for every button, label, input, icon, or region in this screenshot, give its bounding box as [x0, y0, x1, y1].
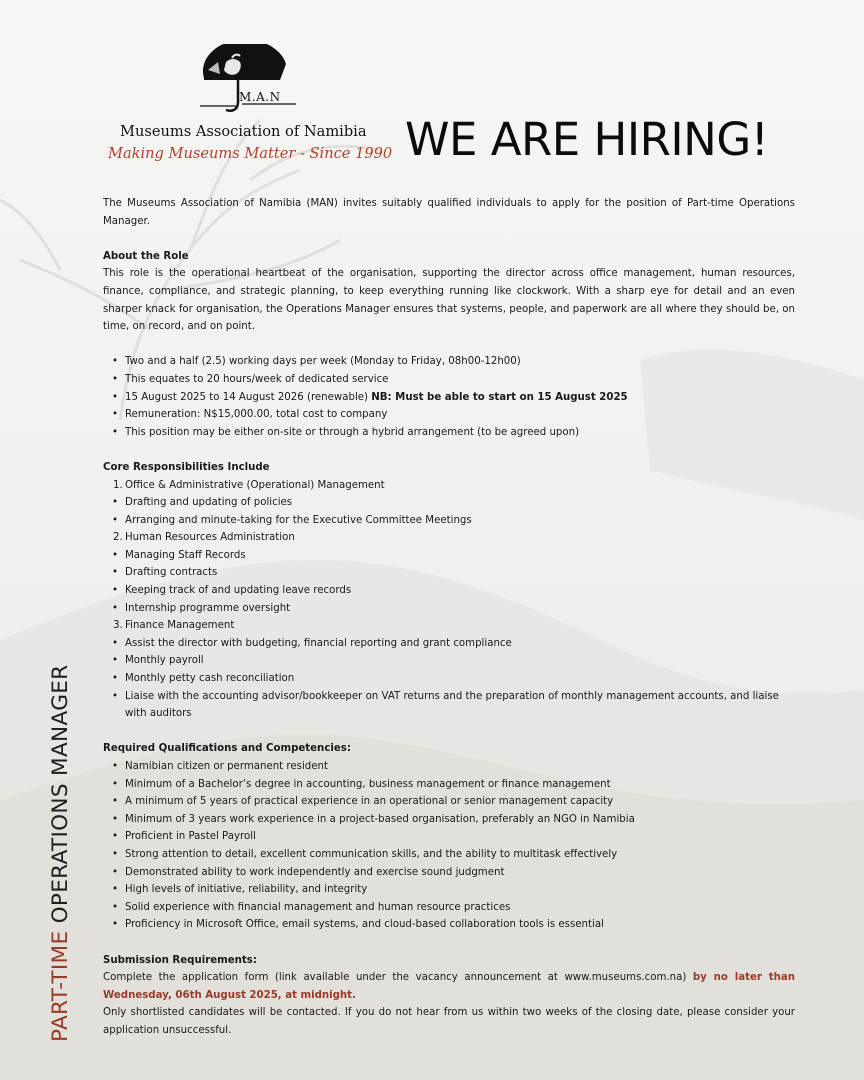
list-item: • Proficiency in Microsoft Office, email systems, and cloud-based collaboration tools is essential: [103, 916, 795, 934]
job-description: [103, 195, 795, 1040]
submission-paragraph: [103, 969, 795, 1004]
list-item: • This equates to 20 hours/week of dedicated service: [103, 371, 795, 389]
list-item: [103, 389, 795, 407]
list-item: • Two and a half (2.5) working days per week (Monday to Friday, 08h00-12h00): [103, 353, 795, 371]
logo-abbreviation: M.A.N: [239, 90, 281, 104]
list-item: • Monthly payroll: [103, 652, 795, 670]
submission-deadline: by no later than Wednesday, 06th August 2025, at midnight.: [103, 972, 796, 1001]
about-paragraph: This role is the operational heartbeat of the organisation, supporting the director across office management, human resources, finance, compliance, and strategic planning, to keep everything running like clockwork. With a sharp eye for detail and an even sharper knack for organisation, the Operations Manager ensures that systems, people, and paperwork are all where they should be, on time, on record, and on point.: [103, 268, 795, 333]
contract-period: 15 August 2025 to 14 August 2026 (renewable): [125, 391, 372, 403]
job-title-part2: OPERATIONS MANAGER: [48, 664, 73, 924]
intro-paragraph: The Museums Association of Namibia (MAN) invites suitably qualified individuals to apply for the position of Part-time Operations Manager.: [103, 198, 795, 227]
section-hr-administration: [103, 529, 795, 547]
organisation-name: Museums Association of Namibia: [120, 123, 367, 140]
man-logo-icon: [196, 44, 300, 116]
start-date-note: NB: Must be able to start on 15 August 2025: [371, 391, 628, 403]
section-number: 3.: [113, 620, 123, 632]
submission-heading: Submission Requirements:: [103, 954, 257, 966]
list-item: • Proficient in Pastel Payroll: [103, 828, 795, 846]
qualifications-heading: Required Qualifications and Competencies:: [103, 743, 351, 755]
qualifications-list: [103, 758, 795, 934]
job-title-part1: PART-TIME: [48, 930, 73, 1042]
section-number: 2.: [113, 532, 123, 544]
list-item: • Managing Staff Records: [103, 547, 795, 565]
terms-list: [103, 353, 795, 441]
list-item: • Liaise with the accounting advisor/bookkeeper on VAT returns and the preparation of monthly management accounts, and liaise with auditors: [103, 688, 795, 723]
responsibilities-list: [103, 547, 795, 617]
vertical-job-title: [48, 665, 73, 1042]
list-item: • This position may be either on-site or through a hybrid arrangement (to be agreed upon): [103, 424, 795, 442]
list-item: • Monthly petty cash reconciliation: [103, 670, 795, 688]
section-title: Finance Management: [125, 620, 235, 632]
responsibilities-list: [103, 635, 795, 723]
section-finance-management: [103, 617, 795, 635]
organisation-tagline: Making Museums Matter - Since 1990: [108, 145, 393, 162]
list-item: • High levels of initiative, reliability, and integrity: [103, 881, 795, 899]
list-item: • Assist the director with budgeting, financial reporting and grant compliance: [103, 635, 795, 653]
responsibilities-heading: Core Responsibilities Include: [103, 461, 270, 473]
list-item: • Demonstrated ability to work independently and exercise sound judgment: [103, 864, 795, 882]
submission-instructions: Complete the application form (link available under the vacancy announcement at www.museums.com.na): [103, 972, 693, 984]
list-item: • Strong attention to detail, excellent communication skills, and the ability to multitask effectively: [103, 846, 795, 864]
list-item: • Arranging and minute-taking for the Executive Committee Meetings: [103, 512, 795, 530]
responsibilities-list: [103, 494, 795, 529]
list-item: • Drafting and updating of policies: [103, 494, 795, 512]
list-item: • Solid experience with financial management and human resource practices: [103, 899, 795, 917]
list-item: • A minimum of 5 years of practical experience in an operational or senior management capacity: [103, 793, 795, 811]
section-title: Human Resources Administration: [125, 532, 295, 544]
section-office-management: [103, 477, 795, 495]
list-item: • Minimum of 3 years work experience in a project-based organisation, preferably an NGO in Namibia: [103, 811, 795, 829]
section-title: Office & Administrative (Operational) Management: [125, 479, 385, 491]
list-item: • Drafting contracts: [103, 564, 795, 582]
list-item: • Internship programme oversight: [103, 600, 795, 618]
list-item: • Remuneration: N$15,000.00, total cost to company: [103, 406, 795, 424]
list-item: • Namibian citizen or permanent resident: [103, 758, 795, 776]
shortlist-note: Only shortlisted candidates will be contacted. If you do not hear from us within two weeks of the closing date, please consider your application unsuccessful.: [103, 1007, 795, 1036]
section-number: 1.: [113, 479, 123, 491]
headline: WE ARE HIRING!: [405, 113, 769, 166]
list-item: • Keeping track of and updating leave records: [103, 582, 795, 600]
list-item: • Minimum of a Bachelor’s degree in accounting, business management or finance management: [103, 776, 795, 794]
about-heading: About the Role: [103, 250, 189, 262]
